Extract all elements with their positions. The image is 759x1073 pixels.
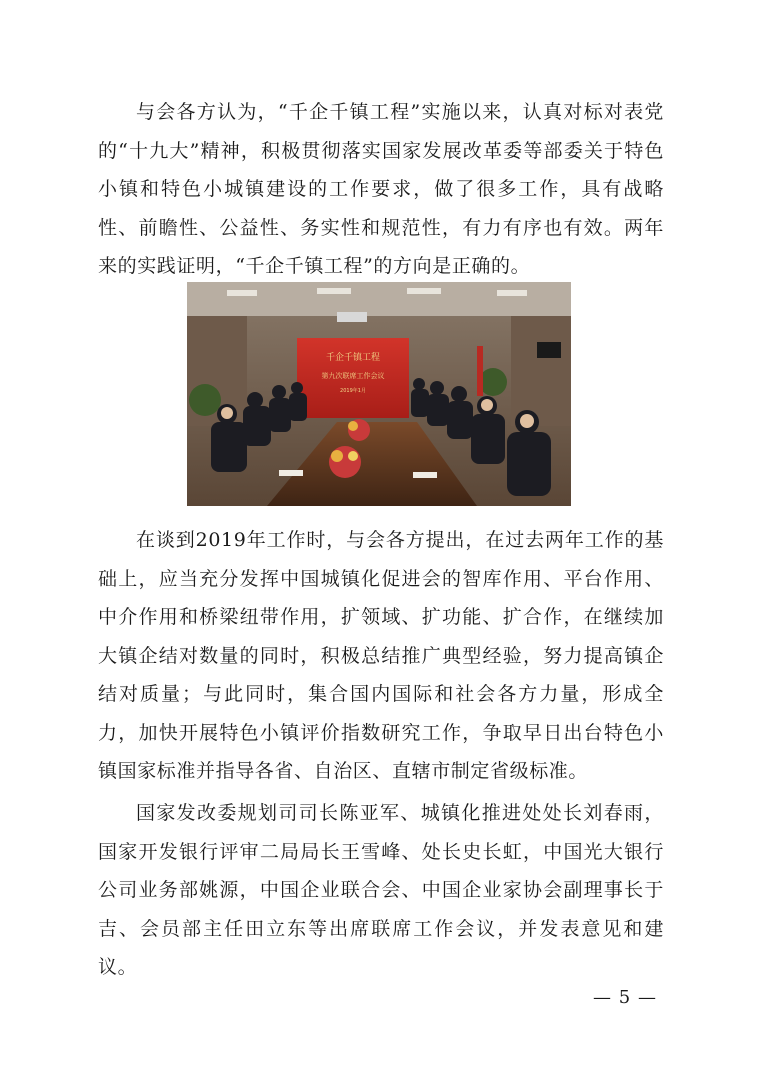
paragraph-1: 与会各方认为，“千企千镇工程”实施以来，认真对标对表党的“十九大”精神，积极贯彻落实国家发展改革委等部委关于特色小镇和特色小城镇建设的工作要求，做了很多工作，具有战略性、前瞻性、公益性、务实性和规范性，有力有序也有效。两年来的实践证明，“千企千镇工程”的方向是正确的。: [98, 101, 664, 277]
paragraph-3: 国家发改委规划司司长陈亚军、城镇化推进处处长刘春雨，国家开发银行评审二局局长王雪峰、处长史长虹，中国光大银行公司业务部姚源，中国企业联合会、中国企业家协会副理事长于吉、会员部主任田立东等出席联席工作会议，并发表意见和建议。: [98, 802, 664, 978]
screen-title: 千企千镇工程: [325, 353, 381, 363]
page-number: — 5 —: [593, 987, 657, 1008]
screen-subtitle: 第九次联席工作会议: [321, 372, 385, 380]
screen-date: 2019年1月: [340, 388, 366, 394]
meeting-photo: [187, 282, 571, 506]
meeting-photo-illustration: [187, 282, 571, 506]
paragraph-2: 在谈到2019年工作时，与会各方提出，在过去两年工作的基础上，应当充分发挥中国城镇化促进会的智库作用、平台作用、中介作用和桥梁纽带作用，扩领域、扩功能、扩合作，在继续加大镇企结对数量的同时，积极总结推广典型经验，努力提高镇企结对质量；与此同时，集合国内国际和社会各方力量，形成全力，加快开展特色小镇评价指数研究工作，争取早日出台特色小镇国家标准并指导各省、自治区、直辖市制定省级标准。: [98, 529, 664, 782]
